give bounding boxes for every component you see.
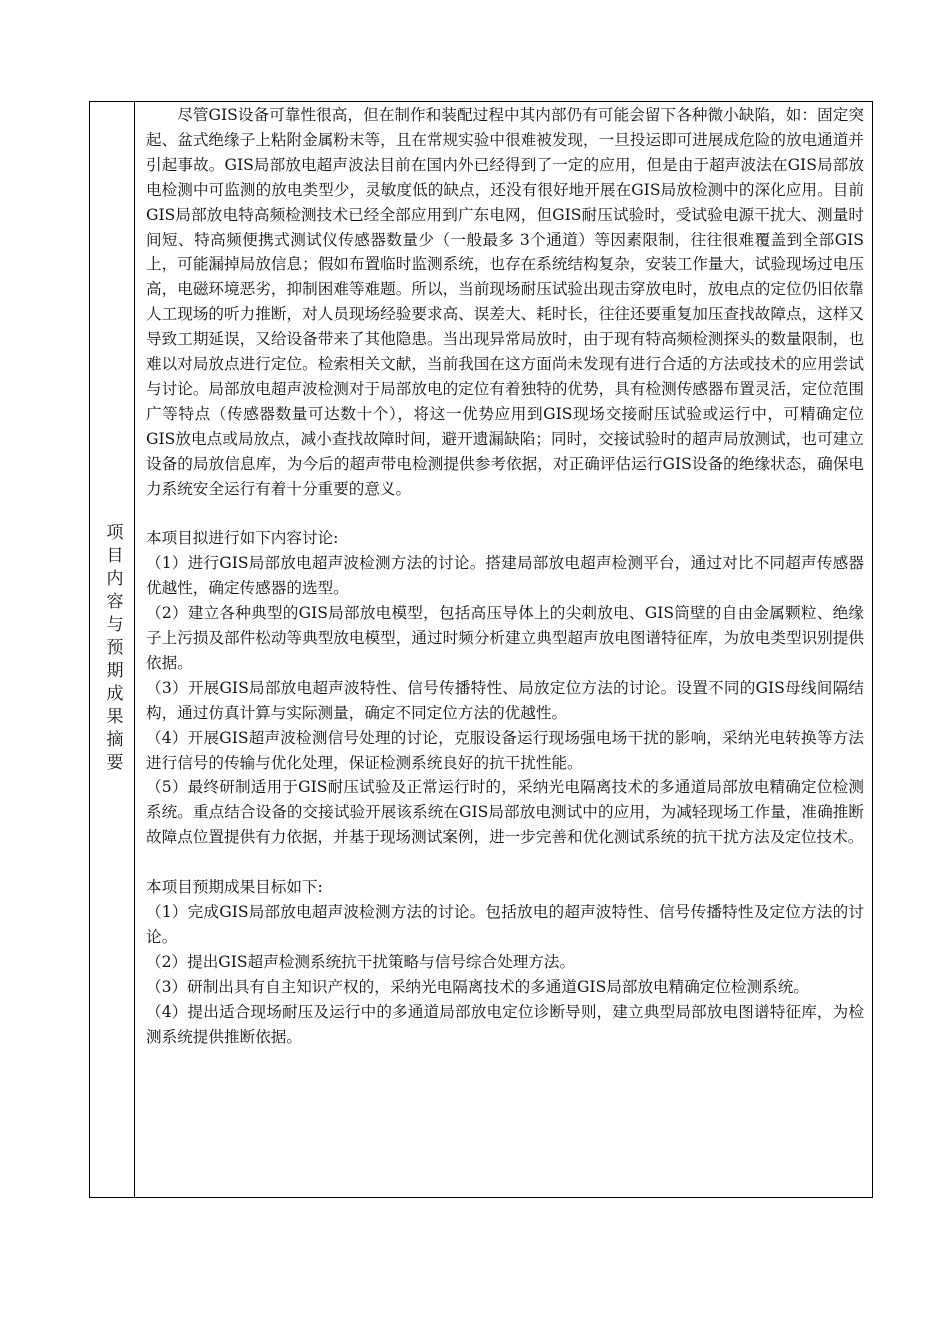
plan-item-3: （3）开展GIS局部放电超声波特性、信号传播特性、局放定位方法的讨论。设置不同的GIS母线间隔结构，通过仿真计算与实际测量，确定不同定位方法的优越性。 <box>146 678 864 722</box>
spacer <box>146 850 864 875</box>
goal-item-4: （4）提出适合现场耐压及运行中的多通道局部放电定位诊断导则，建立典型局部放电图谱特征库，为检测系统提供推断依据。 <box>146 1002 865 1046</box>
spacer <box>146 502 864 527</box>
goal-item-2: （2）提出GIS超声检测系统抗干扰策略与信号综合处理方法。 <box>146 952 576 971</box>
intro-paragraph: 尽管GIS设备可靠性很高，但在制作和装配过程中其内部仍有可能会留下各种微小缺陷，如：固定突起、盆式绝缘子上粘附金属粉末等，且在常规实验中很难被发现，一旦投运即可进展成危险的放电通道并引起事故。GIS局部放电超声波法目前在国内外已经得到了一定的应用，但是由于超声波法在GIS局部放电检测中可监测的放电类型少，灵敏度低的缺点，还没有很好地开展在GIS局放检测中的深化应用。目前GIS局部放电特高频检测技术已经全部应用到广东电网，但GIS耐压试验时，受试验电源干扰大、测量时间短、特高频便携式测试仪传感器数量少（一般最多 3个通道）等因素限制，往往很难覆盖到全部GIS上，可能漏掉局放信息；假如布置临时监测系统，也存在系统结构复杂，安装工作量大，试验现场过电压高，电磁环境恶劣，抑制困难等难题。所以，当前现场耐压试验出现击穿放电时，放电点的定位仍旧依靠人工现场的听力推断，对人员现场经验要求高、误差大、耗时长，往往还要重复加压查找故障点，这样又导致工期延误，又给设备带来了其他隐患。当出现异常局放时，由于现有特高频检测探头的数量限制，也难以对局放点进行定位。检索相关文献，当前我国在这方面尚未发现有进行合适的方法或技术的应用尝试与讨论。局部放电超声波检测对于局部放电的定位有着独特的优势，具有检测传感器布置灵活，定位范围广等特点（传感器数量可达数十个），将这一优势应用到GIS现场交接耐压试验或运行中，可精确定位GIS放电点或局放点，减小查找故障时间，避开遗漏缺陷；同时，交接试验时的超声局放测试，也可建立设备的局放信息库，为今后的超声带电检测提供参考依据，对正确评估运行GIS设备的绝缘状态，确保电力系统安全运行有着十分重要的意义。 <box>146 106 864 498</box>
plan-item-5: （5）最终研制适用于GIS耐压试验及正常运行时的，采纳光电隔离技术的多通道局部放电精确定位检测系统。重点结合设备的交接试验开展该系统在GIS局部放电测试中的应用，为减轻现场工作量，准确推断故障点位置提供有力依据，并基于现场测试案例，进一步完善和优化测试系统的抗干扰方法及定位技术。 <box>146 778 864 847</box>
plan-heading: 本项目拟进行如下内容讨论: <box>146 529 339 548</box>
content-cell <box>135 102 872 1197</box>
plan-item-2: （2）建立各种典型的GIS局部放电模型，包括高压导体上的尖刺放电、GIS筒壁的自由金属颗粒、绝缘子上污损及部件松动等典型放电模型，通过时频分析建立典型超声放电图谱特征库，为放电类型识别提供依据。 <box>146 604 864 672</box>
goal-item-1: （1）完成GIS局部放电超声波检测方法的讨论。包括放电的超声波特性、信号传播特性及定位方法的讨论。 <box>146 902 864 946</box>
goal-item-3: （3）研制出具有自主知识产权的，采纳光电隔离技术的多通道GIS局部放电精确定位检测系统。 <box>146 977 809 996</box>
row-label: 项目内容与预期成果摘要 <box>102 523 123 776</box>
goal-heading: 本项目预期成果目标如下: <box>146 878 323 897</box>
row-label-cell <box>90 102 135 1197</box>
project-summary-table <box>89 101 873 1198</box>
plan-item-1: （1）进行GIS局部放电超声波检测方法的讨论。搭建局部放电超声检测平台，通过对比不同超声传感器优越性，确定传感器的选型。 <box>146 554 864 598</box>
plan-item-4: （4）开展GIS超声波检测信号处理的讨论，克服设备运行现场强电场干扰的影响，采纳光电转换等方法进行信号的传输与优化处理，保证检测系统良好的抗干扰性能。 <box>146 728 864 772</box>
